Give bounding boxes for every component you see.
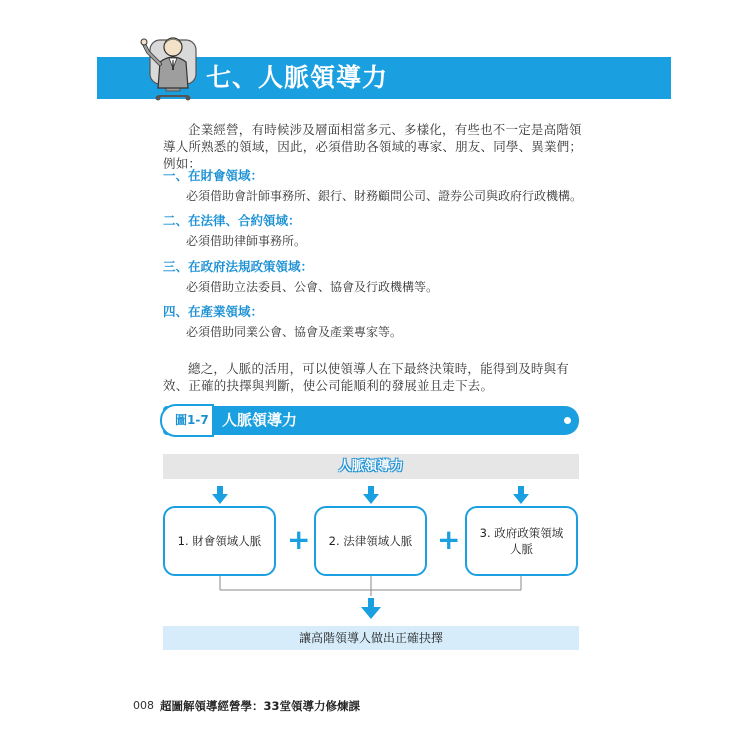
section-body: 必須借助會計師事務所、銀行、財務顧問公司、證券公司與政府行政機構。 <box>186 189 583 203</box>
section-body: 必須借助立法委員、公會、協會及行政機構等。 <box>186 280 439 294</box>
arrow-down-icon <box>212 494 228 504</box>
arrow-shaft <box>368 598 374 608</box>
plus-icon: + <box>287 523 311 556</box>
figure-title: 人脈領導力 <box>222 411 298 429</box>
diagram-top-label: 人脈領導力 <box>338 459 404 474</box>
page-number: 008 <box>133 699 154 712</box>
intro-paragraph: 企業經營，有時候涉及層面相當多元、多樣化，有些也不一定是高階領導人所熟悉的領域，因此，必須借助各領域的專家、朋友、同學、異業們；例如： <box>163 122 583 171</box>
diagram-box-policy: 3. 政府政策領域人脈 <box>465 506 578 576</box>
arrow-down-icon <box>361 607 381 619</box>
arrow-shaft <box>518 486 524 495</box>
chapter-title: 七、人脈領導力 <box>206 63 389 92</box>
arrow-down-icon <box>363 494 379 504</box>
figure-label: 圖1-7 <box>175 413 209 427</box>
section-heading: 三、在政府法規政策領域： <box>163 259 314 274</box>
plus-icon: + <box>437 523 461 556</box>
diagram-box-legal: 2. 法律領域人脈 <box>314 506 427 576</box>
arrow-down-icon <box>513 494 529 504</box>
conclusion-paragraph: 總之，人脈的活用，可以使領導人在下最終決策時，能得到及時與有效、正確的抉擇與判斷，使公司能順利的發展並且走下去。 <box>163 361 570 393</box>
section-heading: 四、在產業領域： <box>163 304 264 319</box>
section-body: 必須借助律師事務所。 <box>186 234 307 248</box>
diagram-box-finance: 1. 財會領域人脈 <box>163 506 276 576</box>
arrow-shaft <box>217 486 223 495</box>
section-body: 必須借助同業公會、協會及產業專家等。 <box>186 325 403 339</box>
diagram-bottom-label: 讓高階領導人做出正確抉擇 <box>298 631 443 645</box>
section-heading: 二、在法律、合約領域： <box>163 213 301 228</box>
book-title: 超圖解領導經營學：33堂領導力修煉課 <box>160 699 361 713</box>
arrow-shaft <box>368 486 374 495</box>
section-heading: 一、在財會領域： <box>163 168 264 183</box>
